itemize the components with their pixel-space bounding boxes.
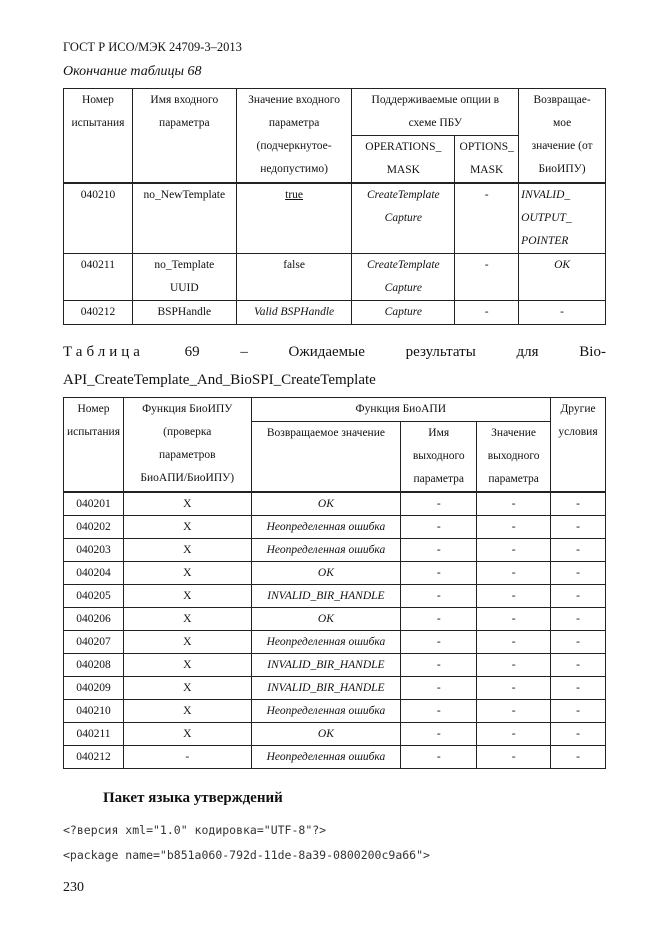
table-row [64,723,606,746]
cell-return-value: INVALID_BIR_HANDLE [251,585,401,608]
t69-header-other: Другие условия [551,398,606,493]
cell-test-number: 040211 [64,723,124,746]
cell-bioipu-function: X [123,608,251,631]
cell-param-name: BSPHandle [132,301,236,325]
table-69-caption-line2: API_CreateTemplate_And_BioSPI_CreateTemplate [63,372,376,388]
table-row [64,183,606,254]
cell-out-value: - [477,562,551,585]
t69-header-out-value: Значение выходного параметра [477,422,551,493]
code-line-1: <?версия xml="1.0" кодировка="UTF-8"?> [63,823,327,837]
t68-header-options: Поддерживаемые опции в схеме ПБУ [352,89,519,136]
table-row [64,562,606,585]
cell-return-value: OK [251,562,401,585]
cell-options-mask: - [455,183,519,254]
table-row [64,585,606,608]
cell-out-value: - [477,492,551,516]
cell-out-value: - [477,654,551,677]
cell-out-name: - [401,700,477,723]
cell-bioipu-function: X [123,585,251,608]
table-row [64,608,606,631]
cell-bioipu-function: X [123,562,251,585]
cell-return-value: OK [251,608,401,631]
cell-param-value: Valid BSPHandle [236,301,352,325]
cell-bioipu-function: X [123,723,251,746]
cell-out-name: - [401,677,477,700]
cell-other: - [551,631,606,654]
cell-out-name: - [401,492,477,516]
t69-header-return: Возвращаемое значение [251,422,401,493]
cell-out-value: - [477,723,551,746]
cell-param-value: false [236,254,352,301]
cell-test-number: 040207 [64,631,124,654]
cell-test-number: 040204 [64,562,124,585]
cell-bioipu-function: X [123,516,251,539]
cell-other: - [551,654,606,677]
cell-test-number: 040211 [64,254,133,301]
cell-return-value: Неопределенная ошибка [251,746,401,769]
cell-other: - [551,539,606,562]
cell-bioipu-function: X [123,654,251,677]
cell-operations-mask: CreateTemplate Capture [352,254,455,301]
cell-other: - [551,562,606,585]
cell-return-value: Неопределенная ошибка [251,631,401,654]
cell-out-name: - [401,585,477,608]
t68-header-return: Возвращае- мое значение (от БиоИПУ) [519,89,606,184]
cell-out-value: - [477,631,551,654]
t69-header-num: Номер испытания [64,398,124,493]
cell-return-value: - [519,301,606,325]
cell-out-value: - [477,516,551,539]
cell-other: - [551,677,606,700]
section-heading: Пакет языка утверждений [103,790,283,806]
cell-out-name: - [401,631,477,654]
cell-test-number: 040208 [64,654,124,677]
t68-header-opt-mask: OPTIONS_ MASK [455,136,519,184]
cell-bioipu-function: X [123,539,251,562]
t68-header-value: Значение входного параметра (подчеркнутое- недопустимо) [236,89,352,184]
cell-out-name: - [401,654,477,677]
cell-out-name: - [401,608,477,631]
cell-out-name: - [401,539,477,562]
cell-options-mask: - [455,254,519,301]
t69-header-bioapi: Функция БиоАПИ [251,398,551,422]
cell-return-value: INVALID_BIR_HANDLE [251,654,401,677]
cell-out-value: - [477,608,551,631]
cell-out-value: - [477,539,551,562]
cell-test-number: 040202 [64,516,124,539]
table-69-caption: Таблица 69 – Ожидаемые результаты для Bio- [63,344,606,360]
cell-options-mask: - [455,301,519,325]
table-row [64,301,606,325]
cell-return-value: Неопределенная ошибка [251,539,401,562]
cell-return-value: Неопределенная ошибка [251,516,401,539]
table-row [64,539,606,562]
t68-header-name: Имя входного параметра [132,89,236,184]
cell-test-number: 040210 [64,183,133,254]
cell-other: - [551,746,606,769]
cell-test-number: 040212 [64,746,124,769]
cell-param-value: true [236,183,352,254]
cell-test-number: 040205 [64,585,124,608]
cell-out-name: - [401,562,477,585]
t69-header-bioipu: Функция БиоИПУ (проверка параметров БиоАПИ/БиоИПУ) [123,398,251,493]
cell-test-number: 040210 [64,700,124,723]
table-row [64,700,606,723]
table-69 [63,397,606,769]
table-row [64,677,606,700]
cell-return-value: INVALID_BIR_HANDLE [251,677,401,700]
table-continuation-title: Окончание таблицы 68 [63,64,202,79]
cell-operations-mask: CreateTemplate Capture [352,183,455,254]
cell-out-name: - [401,746,477,769]
table-row [64,492,606,516]
cell-return-value: Неопределенная ошибка [251,700,401,723]
cell-bioipu-function: X [123,492,251,516]
cell-bioipu-function: X [123,631,251,654]
cell-test-number: 040201 [64,492,124,516]
cell-test-number: 040212 [64,301,133,325]
cell-other: - [551,492,606,516]
cell-other: - [551,700,606,723]
cell-test-number: 040203 [64,539,124,562]
cell-return-value: OK [519,254,606,301]
cell-out-value: - [477,746,551,769]
cell-test-number: 040209 [64,677,124,700]
code-line-2: <package name="b851a060-792d-11de-8a39-0800200c9a66"> [63,848,430,862]
cell-out-value: - [477,677,551,700]
cell-other: - [551,516,606,539]
cell-other: - [551,723,606,746]
cell-return-value: OK [251,492,401,516]
cell-out-name: - [401,723,477,746]
t69-header-out-name: Имя выходного параметра [401,422,477,493]
cell-operations-mask: Capture [352,301,455,325]
table-68 [63,88,606,325]
table-row [64,746,606,769]
cell-param-name: no_NewTemplate [132,183,236,254]
t68-header-ops-mask: OPERATIONS_ MASK [352,136,455,184]
document-header: ГОСТ Р ИСО/МЭК 24709-3–2013 [63,40,242,54]
table-row [64,654,606,677]
table-row [64,631,606,654]
cell-out-value: - [477,700,551,723]
t68-header-num: Номер испытания [64,89,133,184]
table-row [64,254,606,301]
cell-out-name: - [401,516,477,539]
table-row [64,516,606,539]
cell-bioipu-function: - [123,746,251,769]
cell-test-number: 040206 [64,608,124,631]
cell-return-value: INVALID_ OUTPUT_ POINTER [519,183,606,254]
page-number: 230 [63,880,84,895]
cell-other: - [551,608,606,631]
cell-param-name: no_Template UUID [132,254,236,301]
cell-out-value: - [477,585,551,608]
cell-other: - [551,585,606,608]
cell-bioipu-function: X [123,677,251,700]
cell-return-value: OK [251,723,401,746]
cell-bioipu-function: X [123,700,251,723]
